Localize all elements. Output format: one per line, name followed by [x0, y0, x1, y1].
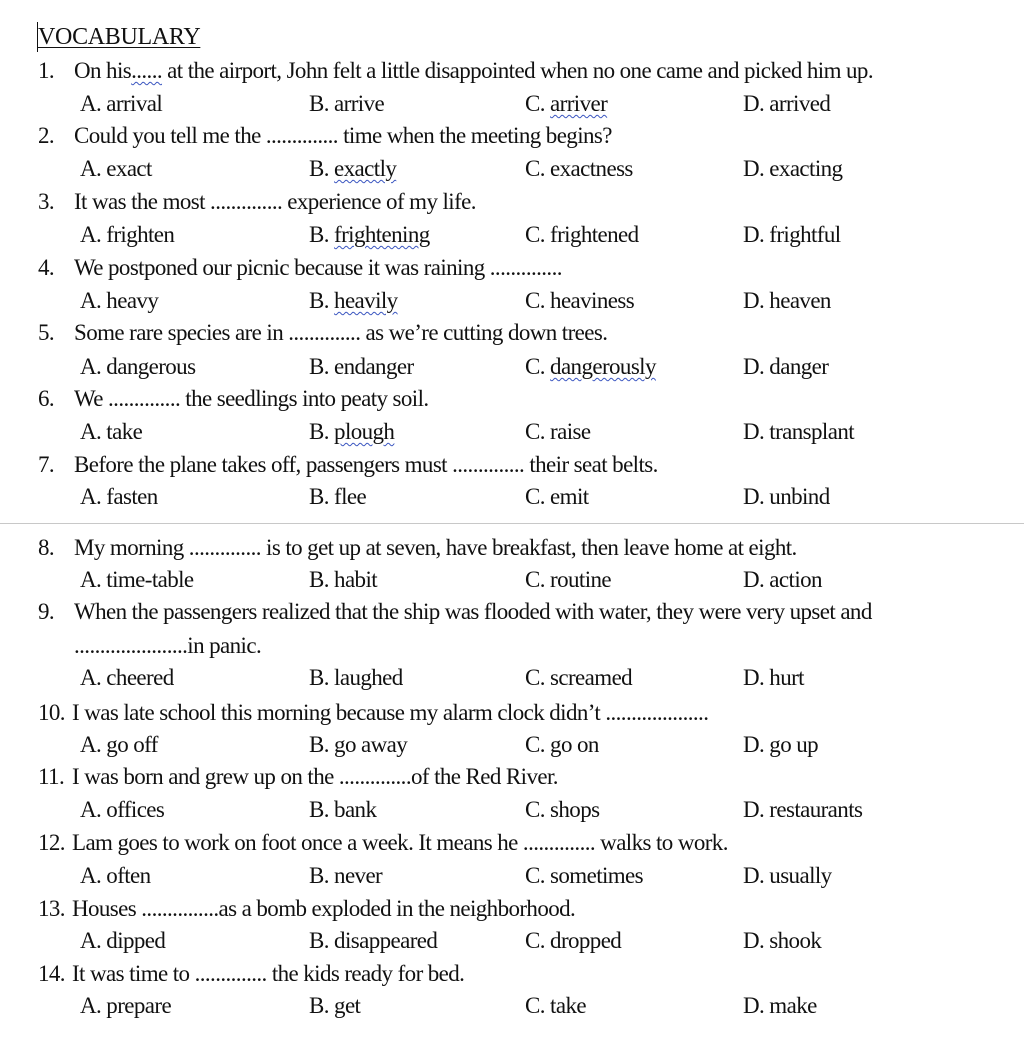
option-c: C. screamed [525, 665, 633, 690]
question-text: It was time to .............. the kids ready for bed. [72, 961, 465, 986]
option-b: B. exactly [309, 156, 397, 181]
question-1 [38, 58, 1008, 84]
question-number: 6. [38, 386, 55, 411]
option-c: C. arriver [525, 91, 608, 116]
question-text: We postponed our picnic because it was raining .............. [74, 255, 562, 280]
option-b: B. disappeared [309, 928, 438, 953]
option-b: B. laughed [309, 665, 403, 690]
question-text: We .............. the seedlings into peaty soil. [74, 386, 429, 411]
option-b: B. endanger [309, 354, 414, 379]
option-d: D. heaven [743, 288, 831, 313]
option-c: C. emit [525, 484, 589, 509]
option-d: D. go up [743, 732, 819, 757]
question-text-rest: at the airport, John felt a little disappointed when no one came and picked him up. [162, 58, 873, 83]
question-text: I was born and grew up on the ..............of the Red River. [72, 764, 558, 789]
option-b: B. get [309, 993, 361, 1018]
option-a: A. dipped [80, 928, 166, 953]
question-7 [38, 452, 1008, 478]
question-number: 2. [38, 123, 55, 148]
answer-blank: ...... [131, 58, 163, 83]
question-13 [38, 896, 1008, 922]
option-b: B. go away [309, 732, 408, 757]
option-a: A. heavy [80, 288, 159, 313]
option-d: D. arrived [743, 91, 831, 116]
option-d: D. restaurants [743, 797, 863, 822]
option-b: B. arrive [309, 91, 385, 116]
option-c: C. dropped [525, 928, 622, 953]
question-text: Could you tell me the .............. time when the meeting begins? [74, 123, 612, 148]
question-text-continued: ......................in panic. [74, 633, 262, 658]
question-number: 1. [38, 58, 55, 83]
option-c: C. take [525, 993, 586, 1018]
question-8 [38, 535, 1008, 561]
option-c: C. sometimes [525, 863, 644, 888]
question-10 [38, 700, 1008, 726]
option-d: D. shook [743, 928, 822, 953]
option-d: D. transplant [743, 419, 855, 444]
option-b: B. frightening [309, 222, 430, 247]
question-number: 3. [38, 189, 55, 214]
option-a: A. cheered [80, 665, 174, 690]
option-b: B. habit [309, 567, 378, 592]
option-c: C. shops [525, 797, 600, 822]
option-a: A. frighten [80, 222, 175, 247]
question-12 [38, 830, 1008, 856]
option-d: D. danger [743, 354, 829, 379]
question-14 [38, 961, 1008, 987]
option-a: A. dangerous [80, 354, 196, 379]
question-number: 4. [38, 255, 55, 280]
option-b: B. bank [309, 797, 377, 822]
question-text: When the passengers realized that the ship was flooded with water, they were very upset and [74, 599, 872, 624]
question-text: Some rare species are in .............. as we’re cutting down trees. [74, 320, 608, 345]
option-c: C. go on [525, 732, 599, 757]
option-c: C. frightened [525, 222, 639, 247]
option-a: A. go off [80, 732, 158, 757]
question-9 [38, 599, 1008, 625]
option-b: B. flee [309, 484, 367, 509]
option-c: C. routine [525, 567, 611, 592]
question-number: 11. [38, 764, 65, 789]
question-6 [38, 386, 1008, 412]
question-text: Houses ...............as a bomb exploded in the neighborhood. [72, 896, 576, 921]
option-b: B. heavily [309, 288, 398, 313]
question-number: 8. [38, 535, 55, 560]
question-number: 10. [38, 700, 65, 725]
option-c: C. exactness [525, 156, 633, 181]
option-d: D. make [743, 993, 817, 1018]
question-2 [38, 123, 1008, 149]
option-a: A. fasten [80, 484, 158, 509]
question-4 [38, 255, 1008, 281]
question-number: 12. [38, 830, 65, 855]
page-title: VOCABULARY [38, 24, 201, 50]
option-d: D. unbind [743, 484, 830, 509]
question-number: 13. [38, 896, 65, 921]
question-text: My morning .............. is to get up at seven, have breakfast, then leave home at eight. [74, 535, 797, 560]
option-d: D. exacting [743, 156, 843, 181]
option-a: A. take [80, 419, 143, 444]
question-text: Lam goes to work on foot once a week. It means he .............. walks to work. [72, 830, 728, 855]
option-c: C. raise [525, 419, 591, 444]
option-d: D. action [743, 567, 822, 592]
option-a: A. exact [80, 156, 152, 181]
question-number: 14. [38, 961, 65, 986]
option-a: A. prepare [80, 993, 172, 1018]
question-text: Before the plane takes off, passengers must .............. their seat belts. [74, 452, 658, 477]
option-d: D. frightful [743, 222, 841, 247]
option-c-word: arriver [550, 91, 608, 116]
question-text: I was late school this morning because my alarm clock didn’t .................... [72, 700, 709, 725]
question-number: 5. [38, 320, 55, 345]
option-c: C. dangerously [525, 354, 656, 379]
question-number: 7. [38, 452, 55, 477]
option-a: A. offices [80, 797, 165, 822]
option-a: A. often [80, 863, 151, 888]
option-a: A. time-table [80, 567, 194, 592]
question-number: 9. [38, 599, 55, 624]
question-5 [38, 320, 1008, 346]
option-b: B. plough [309, 419, 395, 444]
option-d: D. hurt [743, 665, 804, 690]
question-text: On his [74, 58, 132, 83]
option-b: B. never [309, 863, 383, 888]
option-a: A. arrival [80, 91, 163, 116]
question-3 [38, 189, 1008, 215]
question-text: It was the most .............. experience of my life. [74, 189, 476, 214]
question-11 [38, 764, 1008, 790]
section-divider [0, 523, 1024, 524]
option-d: D. usually [743, 863, 832, 888]
option-c: C. heaviness [525, 288, 635, 313]
